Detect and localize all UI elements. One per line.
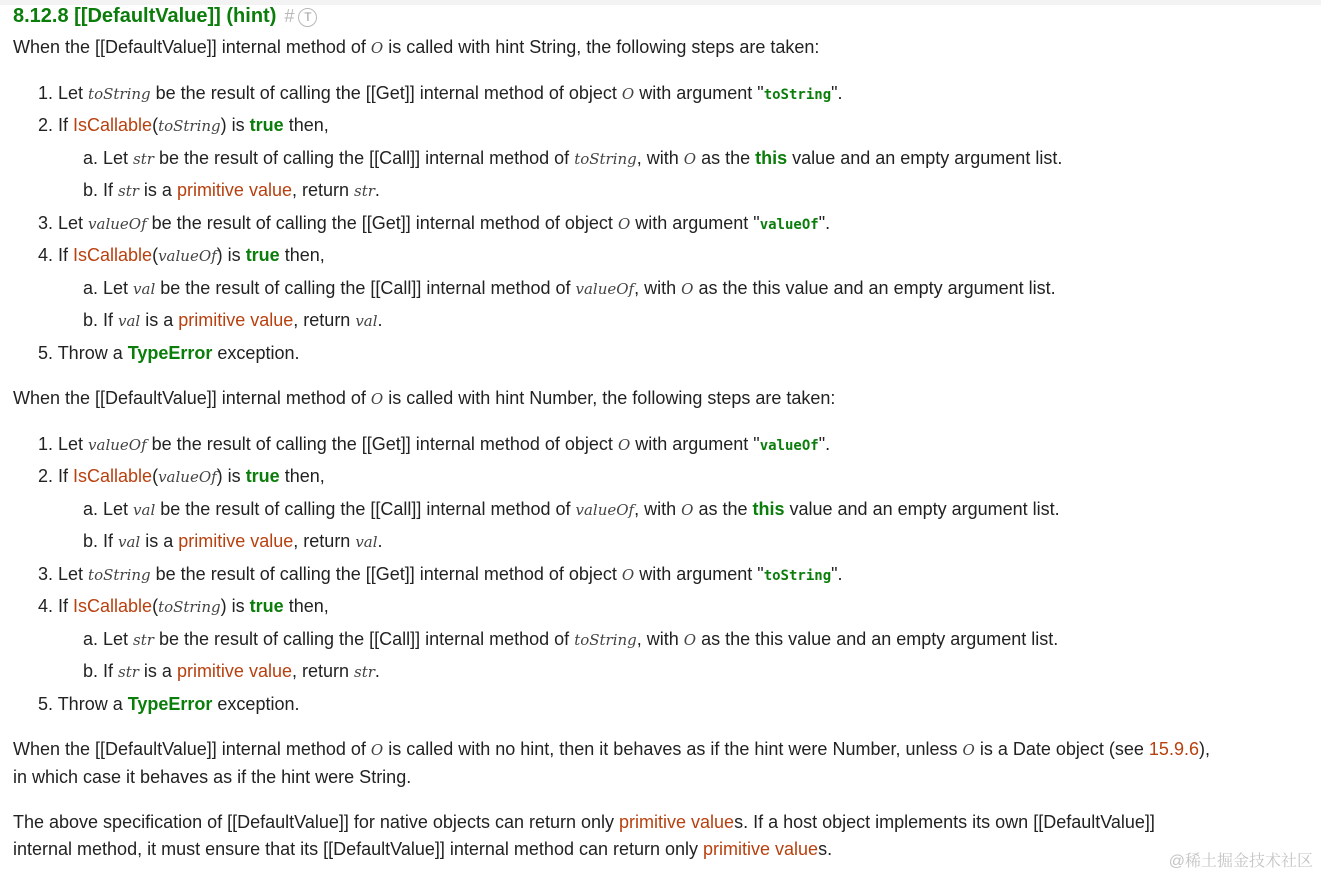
text: 2. If (38, 115, 74, 135)
iscallable-link[interactable]: IsCallable (73, 245, 153, 265)
text: ) (216, 466, 223, 486)
string-step-5 (38, 341, 299, 365)
text: with argument " (634, 564, 764, 584)
var: O (681, 501, 694, 519)
text: exception. (212, 694, 300, 714)
string-step-4b (83, 308, 383, 333)
iscallable-link[interactable]: IsCallable (73, 115, 153, 135)
primitive-value-link[interactable]: primitive value (176, 661, 292, 681)
text: then, (279, 245, 325, 265)
text: . (377, 531, 383, 551)
text: When the [[DefaultValue]] internal method of (13, 37, 371, 57)
text: is a (138, 661, 177, 681)
text: 4. If (38, 596, 74, 616)
text: exception. (212, 343, 300, 363)
var: valueOf (575, 501, 635, 519)
text: is a Date object (see (974, 739, 1149, 759)
var: str (354, 182, 375, 200)
text: ". (818, 434, 831, 454)
text: b. If (83, 180, 119, 200)
var: O (621, 566, 635, 584)
text: then, (279, 466, 325, 486)
text: is called with hint Number, the following steps are taken: (383, 388, 836, 408)
var: O (683, 150, 697, 168)
code: valueOf (759, 217, 819, 233)
text: then, (283, 596, 329, 616)
text: is (226, 115, 250, 135)
text: 3. Let (38, 213, 89, 233)
text: b. If (83, 531, 119, 551)
var: str (133, 631, 154, 649)
primitive-value-link[interactable]: primitive value (178, 531, 294, 551)
number-step-4b (83, 659, 380, 684)
text: is (222, 245, 246, 265)
var: valueOf (158, 247, 217, 265)
var: val (133, 280, 156, 298)
text: be the result of calling the [[Get]] internal method of object (150, 564, 622, 584)
text: as the this value and an empty argument list. (696, 629, 1059, 649)
text: ". (831, 83, 843, 103)
number-step-2a (83, 497, 1060, 522)
keyword: true (249, 596, 284, 616)
number-step-5 (38, 692, 299, 716)
text: 3. Let (38, 564, 89, 584)
var: toString (88, 85, 151, 103)
text: as the (696, 148, 756, 168)
text: internal method, it must ensure that its [[DefaultValue]] internal method can return only (13, 839, 704, 859)
typeerror-link[interactable]: TypeError (127, 343, 213, 363)
keyword: this (755, 148, 788, 168)
primitive-value-link[interactable]: primitive value (178, 310, 294, 330)
string-step-2 (38, 113, 329, 138)
number-step-4a (83, 627, 1058, 652)
text: is (226, 596, 250, 616)
text: is called with hint String, the following steps are taken: (383, 37, 820, 57)
string-step-2a (83, 146, 1062, 171)
var: toString (158, 598, 221, 616)
text: then, (283, 115, 329, 135)
text: 5. Throw a (38, 343, 128, 363)
var: val (118, 533, 141, 551)
text: ". (831, 564, 843, 584)
primitive-value-link[interactable]: primitive value (176, 180, 292, 200)
string-step-1 (38, 81, 843, 107)
primitive-value-link[interactable]: primitive value (619, 812, 735, 832)
text: with argument " (630, 213, 760, 233)
var: toString (158, 117, 221, 135)
above-spec-paragraph-line-2 (13, 837, 832, 861)
primitive-value-link[interactable]: primitive value (703, 839, 819, 859)
text: be the result of calling the [[Get]] internal method of object (150, 83, 622, 103)
text: The above specification of [[DefaultValue]] for native objects can return only (13, 812, 620, 832)
text: ) (216, 245, 223, 265)
text: is called with no hint, then it behaves as if the hint were Number, unless (383, 739, 963, 759)
text: be the result of calling the [[Call]] internal method of (155, 499, 576, 519)
no-hint-paragraph-line-2: in which case it behaves as if the hint were String. (13, 767, 412, 787)
string-step-4 (38, 243, 325, 268)
var: O (617, 215, 631, 233)
section-title: 8.12.8 [[DefaultValue]] (hint) (13, 5, 277, 27)
var: valueOf (158, 468, 217, 486)
text: b. If (83, 661, 119, 681)
text: , return (291, 180, 355, 200)
text: with argument " (634, 83, 764, 103)
var: str (354, 663, 375, 681)
code: valueOf (759, 438, 819, 454)
text: with argument " (630, 434, 760, 454)
text: a. Let (83, 629, 134, 649)
number-step-1 (38, 432, 830, 458)
text: 1. Let (38, 83, 89, 103)
text: is a (140, 531, 179, 551)
text: 4. If (38, 245, 74, 265)
text: 5. Throw a (38, 694, 128, 714)
var: toString (574, 150, 637, 168)
code: toString (763, 87, 832, 103)
text: , return (293, 310, 356, 330)
text: . (374, 661, 380, 681)
var: val (355, 533, 378, 551)
string-step-4a (83, 276, 1056, 301)
text: as the (693, 499, 753, 519)
var: O (621, 85, 635, 103)
text: value and an empty argument list. (784, 499, 1060, 519)
text: ". (818, 213, 831, 233)
text: is a (138, 180, 177, 200)
text: is a (140, 310, 179, 330)
number-step-2b (83, 529, 383, 554)
text: , with (634, 278, 682, 298)
text: . (377, 310, 383, 330)
keyword: true (245, 466, 280, 486)
var: val (133, 501, 156, 519)
text: , with (634, 499, 682, 519)
watermark: @稀土掘金技术社区 (1168, 853, 1313, 870)
var: str (118, 663, 139, 681)
text: be the result of calling the [[Get]] internal method of object (146, 434, 618, 454)
keyword: true (245, 245, 280, 265)
iscallable-link[interactable]: IsCallable (73, 596, 153, 616)
text: , return (293, 531, 356, 551)
text: . (374, 180, 380, 200)
text: a. Let (83, 499, 134, 519)
text: s. If a host object implements its own [[DefaultValue]] (734, 812, 1155, 832)
section-heading (13, 3, 317, 29)
var: toString (574, 631, 637, 649)
text: as the this value and an empty argument list. (693, 278, 1056, 298)
var: valueOf (575, 280, 635, 298)
var: val (355, 312, 378, 330)
text: is (222, 466, 246, 486)
no-hint-paragraph-line-1 (13, 737, 1210, 762)
text: a. Let (83, 148, 134, 168)
text: be the result of calling the [[Call]] internal method of (153, 148, 575, 168)
text: value and an empty argument list. (787, 148, 1063, 168)
above-spec-paragraph-line-1 (13, 810, 1155, 834)
text: ( (152, 466, 159, 486)
t-circle-icon[interactable]: T (298, 8, 317, 27)
text: When the [[DefaultValue]] internal method of (13, 739, 371, 759)
number-step-3 (38, 562, 843, 588)
text: b. If (83, 310, 119, 330)
iscallable-link[interactable]: IsCallable (73, 466, 153, 486)
var-o: O (962, 741, 975, 759)
text: , with (636, 148, 684, 168)
keyword: true (249, 115, 284, 135)
typeerror-link[interactable]: TypeError (127, 694, 213, 714)
keyword: this (752, 499, 785, 519)
intro-string-paragraph (13, 35, 819, 60)
text: 1. Let (38, 434, 89, 454)
var: str (118, 182, 139, 200)
text: ( (152, 596, 159, 616)
anchor-link[interactable]: # (284, 6, 295, 26)
var: toString (88, 566, 151, 584)
code: toString (763, 568, 832, 584)
number-step-2 (38, 464, 325, 489)
text: ( (152, 115, 159, 135)
string-step-3 (38, 211, 830, 237)
text: be the result of calling the [[Call]] internal method of (153, 629, 575, 649)
intro-number-paragraph (13, 386, 835, 411)
var: valueOf (88, 215, 147, 233)
text: be the result of calling the [[Call]] internal method of (155, 278, 576, 298)
text: , with (636, 629, 684, 649)
var-o: O (370, 741, 384, 759)
text: When the [[DefaultValue]] internal method of (13, 388, 371, 408)
var-o: O (370, 390, 384, 408)
text: a. Let (83, 278, 134, 298)
number-step-4 (38, 594, 329, 619)
var: O (683, 631, 697, 649)
text: ) (220, 596, 227, 616)
text: be the result of calling the [[Get]] internal method of object (146, 213, 618, 233)
text: , return (291, 661, 355, 681)
var: O (681, 280, 694, 298)
text: ( (152, 245, 159, 265)
var-o: O (370, 39, 384, 57)
text: ), (1198, 739, 1210, 759)
text: s. (818, 839, 833, 859)
var: str (133, 150, 154, 168)
section-15-9-6-link[interactable]: 15.9.6 (1148, 739, 1199, 759)
string-step-2b (83, 178, 380, 203)
text: ) (220, 115, 227, 135)
var: val (118, 312, 141, 330)
var: O (617, 436, 631, 454)
var: valueOf (88, 436, 147, 454)
text: 2. If (38, 466, 74, 486)
